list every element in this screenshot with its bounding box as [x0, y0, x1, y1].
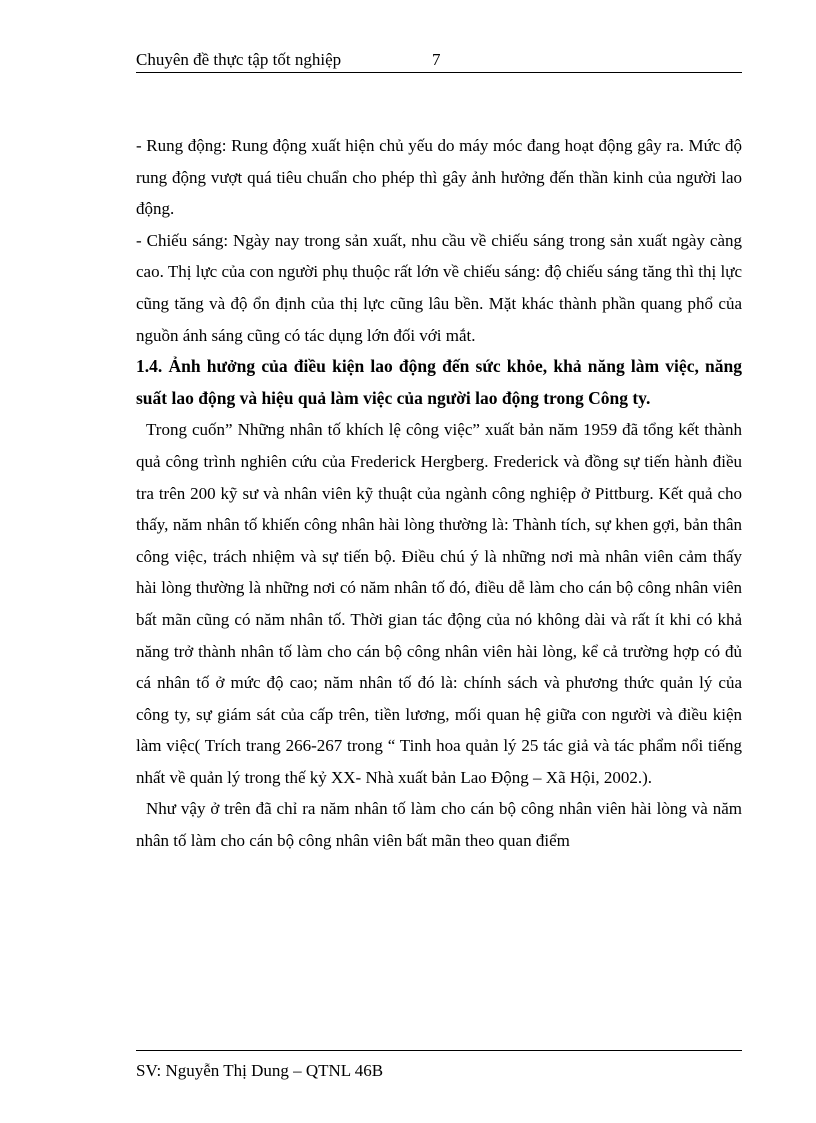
page-number: 7 [432, 50, 441, 69]
paragraph-herzberg: Trong cuốn” Những nhân tố khích lệ công việc” xuất bản năm 1959 đã tổng kết thành quả công trình nghiên cứu của Frederick Hergberg. Frederick và đồng sự tiến hành điều tra trên 200 kỹ sư và nhân viên kỹ thuật của ngành công nghiệp ở Pittburg. Kết quả cho thấy, năm nhân tố khiến công nhân hài lòng thường là: Thành tích, sự khen gợi, bản thân công việc, trách nhiệm và sự tiến bộ. Điều chú ý là những nơi mà nhân viên cảm thấy hài lòng thường là những nơi có năm nhân tố đó, điều dễ làm cho cán bộ công nhân viên bất mãn cũng có năm nhân tố. Thời gian tác động của nó không dài và rất ít khi có khả năng trở thành nhân tố làm cho cán bộ công nhân viên hài lòng, kể cả trường hợp có đủ cá nhân tố ở mức độ cao; năm nhân tố đó là: chính sách và phương thức quản lý của công ty, sự giám sát của cấp trên, tiền lương, mối quan hệ giữa con người và điều kiện làm việc( Trích trang 266-267 trong “ Tinh hoa quản lý 25 tác giả và tác phẩm nổi tiếng nhất về quản lý trong thế kỷ XX- Nhà xuất bản Lao Động – Xã Hội, 2002.). [136, 420, 742, 787]
page-footer [136, 1050, 742, 1081]
paragraph-vibration: - Rung động: Rung động xuất hiện chủ yếu do máy móc đang hoạt động gây ra. Mức độ rung động vượt quá tiêu chuẩn cho phép thì gây ảnh hưởng đến thần kinh của người lao động. [136, 136, 742, 219]
paragraph-lighting: - Chiếu sáng: Ngày nay trong sản xuất, nhu cầu về chiếu sáng trong sản xuất ngày càng cao. Thị lực của con người phụ thuộc rất lớn về chiếu sáng: độ chiếu sáng tăng thì thị lực cũng tăng và độ ổn định của thị lực cũng lâu bền. Mặt khác thành phần quang phổ của nguồn ánh sáng cũng có tác dụng lớn đối với mắt. [136, 230, 742, 345]
document-body [136, 130, 742, 857]
section-heading: 1.4. Ảnh hưởng của điều kiện lao động đến sức khỏe, khả năng làm việc, năng suất lao động và hiệu quả làm việc của người lao động trong Công ty. [136, 356, 742, 408]
paragraph-conclusion: Như vậy ở trên đã chỉ ra năm nhân tố làm cho cán bộ công nhân viên hài lòng và năm nhân tố làm cho cán bộ công nhân viên bất mãn theo quan điểm [136, 799, 742, 851]
page-header [136, 48, 742, 73]
footer-student-info: SV: Nguyễn Thị Dung – QTNL 46B [136, 1061, 384, 1080]
header-title: Chuyên đề thực tập tốt nghiệp [136, 50, 342, 69]
